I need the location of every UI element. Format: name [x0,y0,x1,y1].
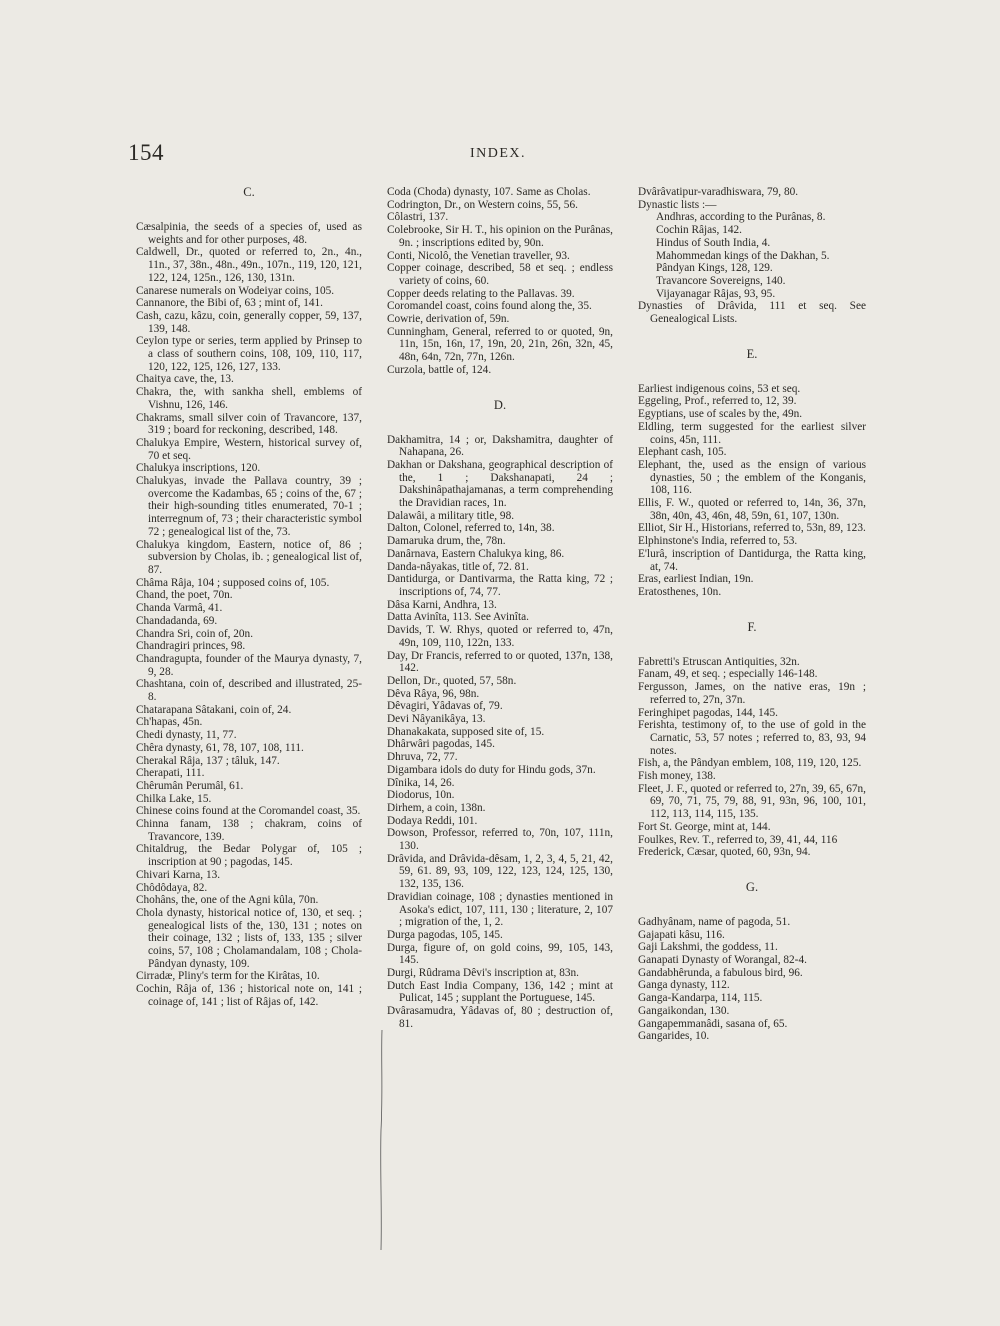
index-entry: Chêra dynasty, 61, 78, 107, 108, 111. [136,741,304,754]
index-entry: Gajapati kâsu, 116. [638,928,725,941]
index-column-1 [136,186,362,1009]
index-entry: Cash, cazu, kâzu, coin, generally copper, 59, 137, 139, 148. [136,309,362,335]
index-entry: Chandra Sri, coin of, 20n. [136,627,254,640]
index-entry: Cunningham, General, referred to or quoted, 9n, 11n, 15n, 16n, 17, 19n, 20, 21n, 26n, 32n, 45, 48n, 64n, 72n, 77n, 126n. [387,325,613,364]
section-heading: E. [746,346,758,361]
section-heading: D. [493,397,507,412]
index-entry: Dowson, Professor, referred to, 70n, 107, 111n, 130. [387,827,613,853]
index-entry: Fleet, J. F., quoted or referred to, 27n, 39, 65, 67n, 69, 70, 71, 75, 79, 88, 91, 93n, 96, 100, 101, 112, 113, 114, 115, 135. [638,782,866,821]
index-entry: Gadhyânam, name of pagoda, 51. [638,915,791,928]
page-number: 154 [128,140,164,165]
index-entry: Eras, earliest Indian, 19n. [638,573,754,586]
index-entry: Dakhamitra, 14 ; or, Dakshamitra, daughter of Nahapana, 26. [387,433,613,459]
index-entry: Earliest indigenous coins, 53 et seq. [638,382,801,395]
index-entry: Chaitya cave, the, 13. [136,373,234,386]
index-entry: Devi Nâyanikâya, 13. [387,713,486,726]
index-entry: Feringhipet pagodas, 144, 145. [638,706,778,719]
index-entry: Chôdôdaya, 82. [136,881,208,894]
index-entry: Chandadanda, 69. [136,614,218,627]
index-entry: Fergusson, James, on the native eras, 19n ; referred to, 27n, 37n. [638,681,866,706]
index-entry: Dynastic lists :— [638,198,717,211]
index-entry: Chilka Lake, 15. [136,792,212,805]
index-entry: Durga pagodas, 105, 145. [387,928,503,941]
index-entry: Gandabhêrunda, a fabulous bird, 96. [638,966,803,979]
index-column-2 [387,186,613,1031]
index-entry: Chohâns, the, one of the Agni kûla, 70n. [136,894,319,907]
index-entry: Dirhem, a coin, 138n. [387,801,486,814]
index-entry: Chanda Varmâ, 41. [136,602,223,615]
index-entry: Dhruva, 72, 77. [387,751,458,764]
index-entry: Chivari Karna, 13. [136,868,221,881]
index-entry: Fabretti's Etruscan Antiquities, 32n. [638,655,800,668]
index-entry: Chalukya inscriptions, 120. [136,462,261,475]
index-subentry: Cochin Râjas, 142. [656,224,742,237]
index-entry: Ganapati Dynasty of Worangal, 82-4. [638,954,807,967]
index-entry: Dvârasamudra, Yâdavas of, 80 ; destruction of, 81. [387,1005,613,1030]
index-entry: Frederick, Cæsar, quoted, 60, 93n, 94. [638,846,811,859]
index-entry: Cirradæ, Pliny's term for the Kirâtas, 10. [136,970,320,983]
index-entry: Gaji Lakshmi, the goddess, 11. [638,941,778,954]
index-entry: Chalukya Empire, Western, historical survey of, 70 et seq. [136,436,362,462]
index-entry: Chakrams, small silver coin of Travancore, 137, 319 ; board for reckoning, described, 148. [136,411,362,437]
index-entry: Ellis, F. W., quoted or referred to, 14n, 36, 37n, 38n, 40n, 43, 46n, 48, 59n, 61, 107, 130n. [638,497,866,522]
index-entry: Ganga-Kandarpa, 114, 115. [638,992,763,1005]
index-entry: Gangarides, 10. [638,1030,710,1043]
index-entry: Drâvida, and Drâvida-dêsam, 1, 2, 3, 4, 5, 21, 42, 59, 61. 89, 93, 109, 122, 123, 124, 125, 130, 132, 135, 136. [387,852,613,891]
index-entry: Dellon, Dr., quoted, 57, 58n. [387,674,517,687]
index-entry: Dravidian coinage, 108 ; dynasties mentioned in Asoka's edict, 107, 111, 130 ; literature, 2, 107 ; migration of the, 1, 2. [387,890,613,929]
index-entry: Chashtana, coin of, described and illustrated, 25-8. [136,678,362,704]
index-entry: Chola dynasty, historical notice of, 130, et seq. ; genealogical lists of the, 130, 131 ; notes on their coinage, 132 ; lists of, 133, 135 ; silver coins, 57, 108 ; Cholamandalam, 108 ; Chola-Pândyan dynasty, 109. [136,906,362,970]
running-head: INDEX. [470,146,527,161]
index-entry: Chandragiri princes, 98. [136,640,246,653]
index-entry: Dhârwâri pagodas, 145. [387,738,495,751]
index-subentry: Mahommedan kings of the Dakhan, 5. [656,249,830,262]
index-subentry: Andhras, according to the Purânas, 8. [656,211,826,224]
index-subentry: Travancore Sovereigns, 140. [656,274,786,287]
index-entry: Cowrie, derivation of, 59n. [387,313,510,326]
index-entry: Chêrumân Perumâl, 61. [136,779,244,792]
index-entry: Cæsalpinia, the seeds of a species of, used as weights and for other purposes, 48. [136,221,362,246]
index-entry: Digambara idols do duty for Hindu gods, 37n. [387,763,596,776]
index-entry: Egyptians, use of scales by the, 49n. [638,408,803,421]
index-entry: Dêva Râya, 96, 98n. [387,687,480,700]
index-entry: E'lurâ, inscription of Dantidurga, the Ratta king, at, 74. [638,547,866,573]
index-entry: Diodorus, 10n. [387,789,455,802]
index-entry: Chalukya kingdom, Eastern, notice of, 86 ; subversion by Cholas, ib. ; genealogical list of, 87. [136,538,362,576]
index-entry: Durga, figure of, on gold coins, 99, 105, 143, 145. [387,941,613,967]
index-entry: Dêvagiri, Yâdavas of, 79. [387,700,503,713]
index-entry: Cochin, Râja of, 136 ; historical note on, 141 ; coinage of, 141 ; list of Râjas of, 142. [136,983,362,1008]
margin-pencil-mark [378,1030,384,1250]
index-entry: Dâsa Karni, Andhra, 13. [387,598,497,611]
index-entry: Copper coinage, described, 58 et seq. ; endless variety of coins, 60. [387,262,613,287]
index-entry: Gangapemmanâdi, sasana of, 65. [638,1017,788,1030]
index-entry: Chand, the poet, 70n. [136,589,233,602]
index-entry: Day, Dr Francis, referred to or quoted, 137n, 138, 142. [387,649,613,675]
index-entry: Conti, Nicolô, the Venetian traveller, 93. [387,249,570,262]
index-entry: Eggeling, Prof., referred to, 12, 39. [638,395,797,408]
index-entry: Danârnava, Eastern Chalukya king, 86. [387,547,565,560]
index-entry: Canarese numerals on Wodeiyar coins, 105. [136,284,335,297]
index-entry: Côlastri, 137. [387,211,449,224]
index-entry: Chinese coins found at the Coromandel coast, 35. [136,805,361,818]
index-entry: Chalukyas, invade the Pallava country, 39 ; overcome the Kadambas, 65 ; coins of the, 67 ; their high-sounding titles enumerated, 70-1 ; interregnum of, 73 ; their characteristic symbol 72 ; genealogical list of the, 73. [136,475,362,538]
index-entry: Fort St. George, mint at, 144. [638,820,771,833]
section-heading: C. [243,185,255,199]
index-entry: Dînika, 14, 26. [387,776,455,789]
index-entry: Foulkes, Rev. T., referred to, 39, 41, 44, 116 [638,833,838,846]
index-entry: Curzola, battle of, 124. [387,363,492,376]
index-entry: Coda (Choda) dynasty, 107. Same as Cholas. [387,186,591,198]
index-column-3 [638,186,866,1043]
index-entry: Coromandel coast, coins found along the, 35. [387,300,592,313]
section-heading: F. [747,619,757,634]
index-entry: Colebrooke, Sir H. T., his opinion on the Purânas, 9n. ; inscriptions edited by, 90n. [387,224,613,249]
index-subentry: Vijayanagar Râjas, 93, 95. [656,287,776,300]
index-entry: Fish money, 138. [638,770,716,783]
index-entry: Ganga dynasty, 112. [638,979,730,992]
section-heading: G. [745,879,759,894]
index-entry: Dhanakakata, supposed site of, 15. [387,725,545,738]
index-entry: Dynasties of Drâvida, 111 et seq. See Genealogical Lists. [638,300,866,326]
index-entry: Dvârâvatipur-varadhiswara, 79, 80. [638,186,799,198]
index-entry: Chatarapana Sâtakani, coin of, 24. [136,703,292,716]
index-entry: Davids, T. W. Rhys, quoted or referred to, 47n, 49n, 109, 110, 122n, 133. [387,624,613,649]
index-entry: Elliot, Sir H., Historians, referred to, 53n, 89, 123. [638,522,866,535]
index-entry: Elphinstone's India, referred to, 53. [638,535,798,548]
index-entry: Cherakal Râja, 137 ; tâluk, 147. [136,754,280,767]
index-entry: Fanam, 49, et seq. ; especially 146-148. [638,668,818,681]
index-entry: Chinna fanam, 138 ; chakram, coins of Travancore, 139. [136,818,362,843]
index-entry: Eldling, term suggested for the earliest silver coins, 45n, 111. [638,420,866,446]
index-entry: Chandragupta, founder of the Maurya dynasty, 7, 9, 28. [136,652,362,678]
index-entry: Dalton, Colonel, referred to, 14n, 38. [387,522,555,535]
index-entry: Chakra, the, with sankha shell, emblems of Vishnu, 126, 146. [136,386,362,411]
index-entry: Copper deeds relating to the Pallavas. 39. [387,287,575,300]
index-entry: Dodaya Reddi, 101. [387,814,478,827]
index-entry: Chedi dynasty, 11, 77. [136,729,237,742]
index-entry: Danda-nâyakas, title of, 72. 81. [387,560,529,573]
index-entry: Dutch East India Company, 136, 142 ; mint at Pulicat, 145 ; supplant the Portuguese, 145. [387,979,613,1005]
index-entry: Cannanore, the Bibi of, 63 ; mint of, 141. [136,297,323,310]
index-entry: Fish, a, the Pândyan emblem, 108, 119, 120, 125. [638,757,862,770]
index-entry: Gangaikondan, 130. [638,1004,730,1017]
index-entry: Caldwell, Dr., quoted or referred to, 2n., 4n., 11n., 37, 38n., 48n., 49n., 107n., 119, 120, 121, 122, 124, 125n., 126, 130, 131n. [136,246,362,284]
index-entry: Dalawâi, a military title, 98. [387,509,515,522]
index-entry: Chitaldrug, the Bedar Polygar of, 105 ; inscription at 90 ; pagodas, 145. [136,843,362,869]
index-entry: Ch'hapas, 45n. [136,716,203,729]
index-entry: Elephant cash, 105. [638,446,727,459]
index-entry: Ceylon type or series, term applied by Prinsep to a class of southern coins, 108, 109, 110, 117, 120, 122, 125, 126, 127, 133. [136,335,362,373]
index-subentry: Hindus of South India, 4. [656,236,771,249]
index-entry: Elephant, the, used as the ensign of various dynasties, 50 ; the emblem of the Konganis, 108, 116. [638,458,866,497]
index-entry: Châma Râja, 104 ; supposed coins of, 105. [136,576,330,589]
index-entry: Eratosthenes, 10n. [638,585,722,598]
index-entry: Dantidurga, or Dantivarma, the Ratta king, 72 ; inscriptions of, 74, 77. [387,573,613,598]
index-entry: Codrington, Dr., on Western coins, 55, 56. [387,198,578,211]
index-subentry: Pândyan Kings, 128, 129. [656,262,773,275]
index-entry: Durgi, Rûdrama Dêvi's inscription at, 83n. [387,967,579,980]
index-entry: Datta Avinîta, 113. See Avinîta. [387,611,529,624]
index-entry: Cherapati, 111. [136,767,205,780]
index-entry: Damaruka drum, the, 78n. [387,535,506,548]
index-entry: Dakhan or Dakshana, geographical description of the, 1 ; Dakshanapati, 24 ; Dakshinâpathajamanas, a term comprehending the Dravidian races, 1n. [387,458,613,510]
index-entry: Ferishta, testimony of, to the use of gold in the Carnatic, 53, 57 notes ; referred to, 83, 93, 94 notes. [638,719,866,757]
